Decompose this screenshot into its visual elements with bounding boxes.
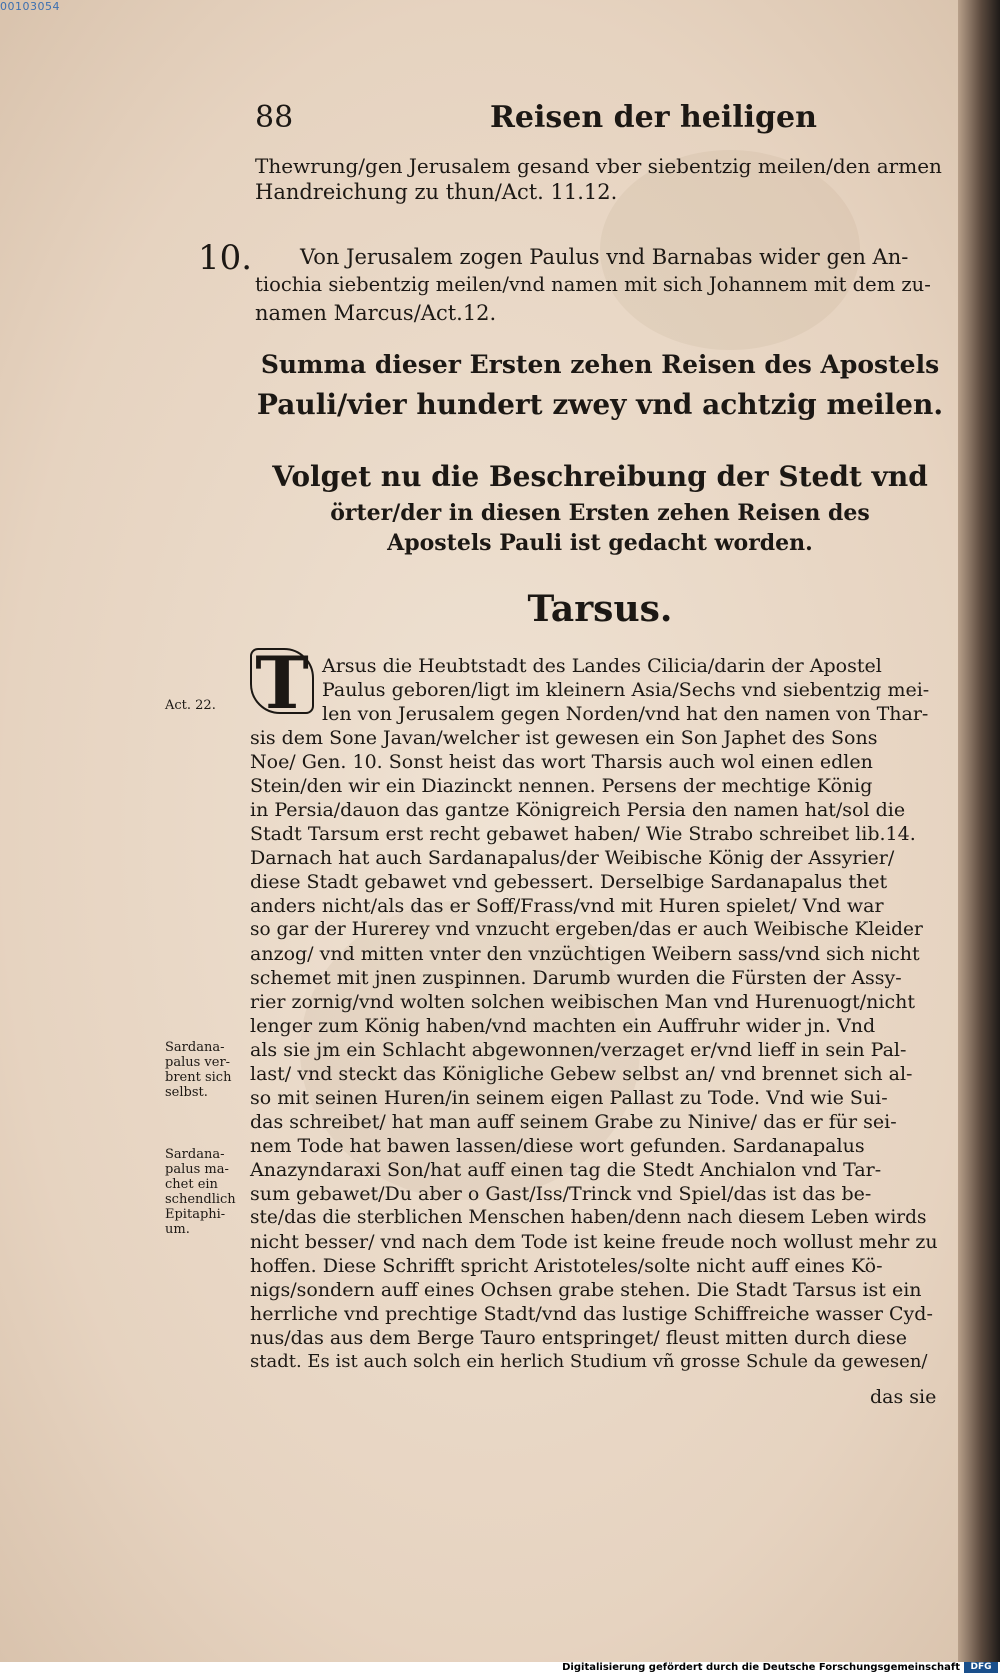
summa-heading: Summa dieser Ersten zehen Reisen des Apostels	[260, 350, 940, 379]
running-title: Reisen der heiligen	[490, 100, 817, 135]
body-line: nus/das aus dem Berge Tauro entspringet/ fleust mitten durch diese	[250, 1327, 908, 1349]
text-line: namen Marcus/Act.12.	[255, 301, 497, 325]
section-intro-heading: Apostels Pauli ist gedacht worden.	[387, 530, 813, 556]
body-line: Noe/ Gen. 10. Sonst heist das wort Tharsis auch wol einen edlen	[250, 751, 873, 773]
margin-line: schendlich	[165, 1192, 236, 1207]
body-line: anzog/ vnd mitten vnter den vnzüchtigen Weibern sass/vnd sich nicht	[250, 943, 920, 965]
text-line: Handreichung zu thun/Act. 11.12.	[255, 180, 618, 204]
margin-note-act: Act. 22.	[165, 698, 216, 713]
margin-line: chet ein	[165, 1177, 218, 1192]
text-line: Von Jerusalem zogen Paulus vnd Barnabas wider gen An-	[300, 245, 909, 269]
body-line: so gar der Hurerey vnd vnzucht ergeben/das er auch Weibische Kleider	[250, 919, 923, 940]
body-line: nigs/sondern auff eines Ochsen grabe stehen. Die Stadt Tarsus ist ein	[250, 1279, 922, 1301]
body-line: nem Tode hat bawen lassen/diese wort gefunden. Sardanapalus	[250, 1135, 865, 1157]
section-intro-heading: örter/der in diesen Ersten zehen Reisen des	[330, 500, 870, 526]
margin-note-sardanapalus-burns	[165, 1040, 245, 1100]
margin-line: Sardana-	[165, 1147, 225, 1162]
body-line: sis dem Sone Javan/welcher ist gewesen ein Son Japhet des Sons	[250, 727, 878, 749]
dfg-logo-icon: DFG	[964, 1662, 998, 1673]
body-line: lenger zum König haben/vnd machten ein Auffruhr wider jn. Vnd	[250, 1015, 876, 1037]
text-line: tiochia siebentzig meilen/vnd namen mit sich Johannem mit dem zu-	[255, 273, 931, 296]
body-line: rier zornig/vnd wolten solchen weibischen Man vnd Hurenuogt/nicht	[250, 991, 915, 1013]
body-line: Anazyndaraxi Son/hat auff einen tag die Stedt Anchialon vnd Tar-	[250, 1159, 882, 1181]
body-line: anders nicht/als das er Soff/Frass/vnd mit Huren spielet/ Vnd war	[250, 895, 884, 917]
margin-line: palus ma-	[165, 1162, 229, 1177]
summa-heading: Pauli/vier hundert zwey vnd achtzig meilen.	[256, 388, 944, 421]
footer-credit: Digitalisierung gefördert durch die Deutsche Forschungsgemeinschaft	[562, 1662, 960, 1673]
body-line: hoffen. Diese Schrifft spricht Aristoteles/solte nicht auff eines Kö-	[250, 1255, 883, 1277]
body-line: Darnach hat auch Sardanapalus/der Weibische König der Assyrier/	[250, 847, 895, 869]
body-line: schemet mit jnen zuspinnen. Darumb wurden die Fürsten der Assy-	[250, 967, 902, 989]
margin-line: brent sich	[165, 1070, 232, 1085]
catchword: das sie	[870, 1386, 937, 1408]
body-line: in Persia/dauon das gantze Königreich Persia den namen hat/sol die	[250, 799, 906, 821]
body-line: Stadt Tarsum erst recht gebawet haben/ Wie Strabo schreibet lib.14.	[250, 823, 916, 845]
body-line: diese Stadt gebawet vnd gebessert. Derselbige Sardanapalus thet	[250, 871, 888, 893]
body-line: so mit seinen Huren/in seinem eigen Pallast zu Tode. Vnd wie Sui-	[250, 1087, 888, 1109]
margin-line: Epitaphi-	[165, 1207, 226, 1222]
page-header	[255, 100, 955, 146]
body-line: Arsus die Heubtstadt des Landes Cilicia/darin der Apostel	[322, 655, 882, 677]
section-title: Tarsus.	[527, 588, 673, 630]
body-line: als sie jm ein Schlacht abgewonnen/verzaget er/vnd lieff in sein Pal-	[250, 1039, 907, 1061]
body-line: nicht besser/ vnd nach dem Tode ist keine freude noch wollust mehr zu	[250, 1231, 938, 1253]
paragraph-number: 10.	[198, 238, 253, 278]
scan-id: 00103054	[0, 0, 60, 13]
drop-capital: T	[250, 648, 314, 714]
margin-line: um.	[165, 1222, 190, 1237]
body-line: herrliche vnd prechtige Stadt/vnd das lustige Schiffreiche wasser Cyd-	[250, 1303, 933, 1325]
book-spine	[958, 0, 1000, 1662]
margin-line: Sardana-	[165, 1040, 225, 1055]
body-line: last/ vnd steckt das Königliche Gebew selbst an/ vnd brennet sich al-	[250, 1063, 913, 1085]
margin-line: palus ver-	[165, 1055, 231, 1070]
body-line: sum gebawet/Du aber o Gast/Iss/Trinck vnd Spiel/das ist das be-	[250, 1183, 872, 1205]
body-line: Paulus geboren/ligt im kleinern Asia/Sechs vnd siebentzig mei-	[322, 679, 930, 701]
body-line: Stein/den wir ein Diazinckt nennen. Persens der mechtige König	[250, 775, 873, 797]
margin-line: selbst.	[165, 1085, 208, 1100]
text-line: Thewrung/gen Jerusalem gesand vber siebentzig meilen/den armen	[255, 154, 942, 178]
footer-credit-bar	[0, 1662, 1000, 1673]
page-number: 88	[255, 100, 294, 135]
body-line: len von Jerusalem gegen Norden/vnd hat den namen von Thar-	[322, 703, 929, 725]
body-line: ste/das die sterblichen Menschen haben/denn nach diesem Leben wirds	[250, 1207, 927, 1228]
margin-note-epitaph	[165, 1147, 245, 1237]
section-intro-heading: Volget nu die Beschreibung der Stedt vnd	[272, 460, 928, 493]
body-line: stadt. Es ist auch solch ein herlich Studium vñ grosse Schule da gewesen/	[250, 1351, 928, 1372]
body-line: das schreibet/ hat man auff seinem Grabe zu Ninive/ das er für sei-	[250, 1111, 897, 1133]
